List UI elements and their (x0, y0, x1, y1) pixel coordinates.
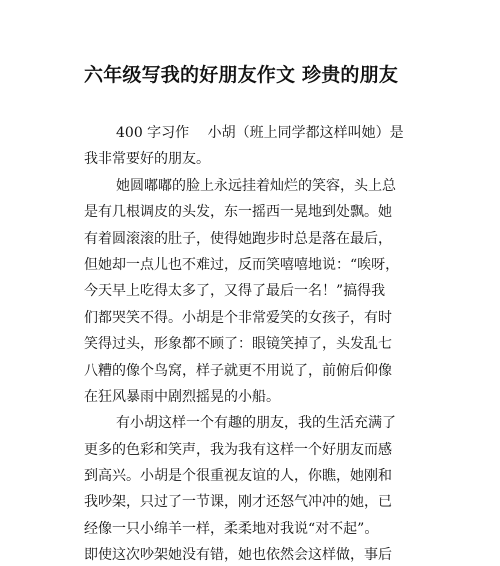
text-line: 在狂风暴雨中剧烈摇晃的小船。 (84, 388, 280, 405)
text-line: 我非常要好的朋友。 (84, 151, 210, 168)
text-line: 们都哭笑不得。小胡是个非常爱笑的女孩子，有时 (84, 309, 392, 326)
text-line: 八糟的像个鸟窝，样子就更不用说了，前俯后仰像 (84, 362, 392, 379)
text-line: 但她却一点儿也不难过，反而笑嘻嘻地说：“唉呀， (84, 256, 400, 273)
text-line: 经像一只小绵羊一样，柔柔地对我说“对不起”。 (84, 520, 379, 537)
text-line: 有小胡这样一个有趣的朋友，我的生活充满了 (116, 415, 396, 432)
article-body (84, 120, 424, 566)
text-line: 是有几根调皮的头发，东一摇西一晃地到处飘。她 (84, 204, 392, 221)
text-line: 有着圆滚滚的肚子，使得她跑步时总是落在最后， (84, 230, 392, 247)
text-line: 更多的色彩和笑声，我为我有这样一个好朋友而感 (84, 441, 392, 458)
text-line: 即使这次吵架她没有错，她也依然会这样做，事后 (84, 547, 392, 564)
page-title: 六年级写我的好朋友作文 珍贵的朋友 (84, 64, 399, 86)
text-line: 400 字习作 小胡（班上同学都这样叫她）是 (116, 125, 404, 141)
text-line: 她圆嘟嘟的脸上永远挂着灿烂的笑容，头上总 (116, 177, 396, 194)
text-line: 笑得过头，形象都不顾了：眼镜笑掉了，头发乱七 (84, 336, 392, 353)
text-line: 今天早上吃得太多了，又得了最后一名！”搞得我 (84, 283, 386, 300)
text-line: 到高兴。小胡是个很重视友谊的人，你瞧，她刚和 (84, 468, 392, 485)
text-line: 我吵架，只过了一节课，刚才还怒气冲冲的她，已 (84, 494, 392, 511)
